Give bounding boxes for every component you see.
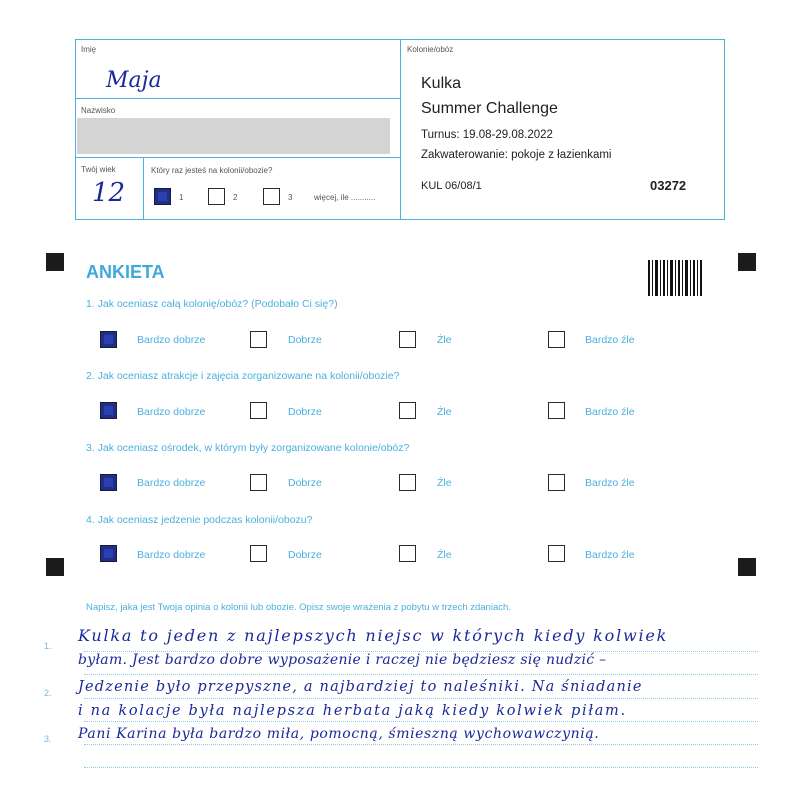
q4-label-bardzo-dobrze: Bardzo dobrze (137, 549, 206, 561)
times-option-2: 2 (233, 193, 238, 202)
q3-label-bardzo-zle: Bardzo źle (585, 477, 635, 489)
q4-label-bardzo-zle: Bardzo źle (585, 549, 635, 561)
handwritten-line-1: Kulka to jeden z najlepszych niejsc w których kiedy kolwiek (78, 626, 669, 645)
q3-label-dobrze: Dobrze (288, 477, 322, 489)
q3-label-zle: Źle (437, 477, 452, 489)
q2-option-zle[interactable] (399, 402, 416, 419)
registration-mark-top-right (738, 253, 756, 271)
header-divider (400, 39, 401, 220)
writing-line-6 (84, 767, 758, 768)
writing-line-2 (84, 674, 758, 675)
q2-label-dobrze: Dobrze (288, 406, 322, 418)
surname-divider (75, 157, 401, 158)
q2-label-zle: Źle (437, 406, 452, 418)
form-number: 03272 (650, 178, 687, 193)
accommodation: Zakwaterowanie: pokoje z łazienkami (421, 149, 612, 161)
survey-title: ANKIETA (86, 262, 165, 282)
q3-option-dobrze[interactable] (250, 474, 267, 491)
writing-line-5 (84, 744, 758, 745)
question-4: 4. Jak oceniasz jedzenie podczas kolonii/obozu? (86, 514, 313, 526)
q1-option-bardzo-zle[interactable] (548, 331, 565, 348)
q3-option-bardzo-zle[interactable] (548, 474, 565, 491)
barcode (648, 260, 702, 296)
name-label: Imię (81, 45, 97, 54)
name-value: Maja (106, 68, 162, 93)
q1-label-zle: Źle (437, 334, 452, 346)
q3-label-bardzo-dobrze: Bardzo dobrze (137, 477, 206, 489)
handwritten-line-4: i na kolacje była najlepsza herbata jaką kiedy kolwiek piłam. (78, 703, 627, 719)
age-value: 12 (92, 178, 126, 208)
q2-option-bardzo-dobrze[interactable] (100, 402, 117, 419)
q2-option-bardzo-zle[interactable] (548, 402, 565, 419)
surname-label: Nazwisko (81, 106, 116, 115)
q4-option-dobrze[interactable] (250, 545, 267, 562)
registration-mark-bottom-left (46, 558, 64, 576)
q2-label-bardzo-dobrze: Bardzo dobrze (137, 406, 206, 418)
writing-line-3 (84, 698, 758, 699)
times-checkbox-3[interactable] (263, 188, 280, 205)
question-3: 3. Jak oceniasz ośrodek, w którym były zorganizowane kolonie/obóz? (86, 442, 410, 454)
q1-label-bardzo-zle: Bardzo źle (585, 334, 635, 346)
q4-label-dobrze: Dobrze (288, 549, 322, 561)
camp-name: Kulka (421, 75, 462, 92)
opinion-prompt: Napisz, jaka jest Twoja opinia o kolonii lub obozie. Opisz swoje wrażenia z pobytu w trzech zdaniach. (86, 602, 511, 613)
q4-option-bardzo-dobrze[interactable] (100, 545, 117, 562)
q4-option-zle[interactable] (399, 545, 416, 562)
camp-subtitle: Summer Challenge (421, 100, 558, 117)
turnus: Turnus: 19.08-29.08.2022 (421, 129, 553, 141)
camp-code: KUL 06/08/1 (421, 180, 482, 192)
surname-redaction (77, 118, 390, 154)
registration-mark-top-left (46, 253, 64, 271)
line-number-2: 2. (44, 688, 52, 698)
times-more: więcej, ile ........... (314, 193, 376, 202)
question-1: 1. Jak oceniasz całą kolonię/obóz? (Podobało Ci się?) (86, 298, 338, 310)
writing-line-4 (84, 721, 758, 722)
q4-label-zle: Źle (437, 549, 452, 561)
q2-label-bardzo-zle: Bardzo źle (585, 406, 635, 418)
times-option-3: 3 (288, 193, 293, 202)
handwritten-line-2: byłam. Jest bardzo dobre wyposażenie i raczej nie będziesz się nudzić – (78, 652, 607, 668)
q1-label-dobrze: Dobrze (288, 334, 322, 346)
times-checkbox-2[interactable] (208, 188, 225, 205)
q4-option-bardzo-zle[interactable] (548, 545, 565, 562)
times-option-1: 1 (179, 193, 184, 202)
times-checkbox-1[interactable] (154, 188, 171, 205)
q2-option-dobrze[interactable] (250, 402, 267, 419)
handwritten-line-3: Jedzenie było przepyszne, a najbardziej to naleśniki. Na śniadanie (78, 679, 643, 695)
age-divider (143, 157, 144, 220)
q1-option-dobrze[interactable] (250, 331, 267, 348)
handwritten-line-5: Pani Karina była bardzo miła, pomocną, śmieszną wychowawczynią. (78, 726, 600, 742)
q1-option-zle[interactable] (399, 331, 416, 348)
q1-option-bardzo-dobrze[interactable] (100, 331, 117, 348)
name-divider (75, 98, 401, 99)
line-number-1: 1. (44, 641, 52, 651)
line-number-3: 3. (44, 734, 52, 744)
registration-mark-bottom-right (738, 558, 756, 576)
times-label: Który raz jesteś na kolonii/obozie? (151, 166, 273, 175)
age-label: Twój wiek (81, 165, 116, 174)
q3-option-bardzo-dobrze[interactable] (100, 474, 117, 491)
q3-option-zle[interactable] (399, 474, 416, 491)
camp-label: Kolonie/obóz (407, 45, 454, 54)
q1-label-bardzo-dobrze: Bardzo dobrze (137, 334, 206, 346)
question-2: 2. Jak oceniasz atrakcje i zajęcia zorganizowane na kolonii/obozie? (86, 370, 400, 382)
